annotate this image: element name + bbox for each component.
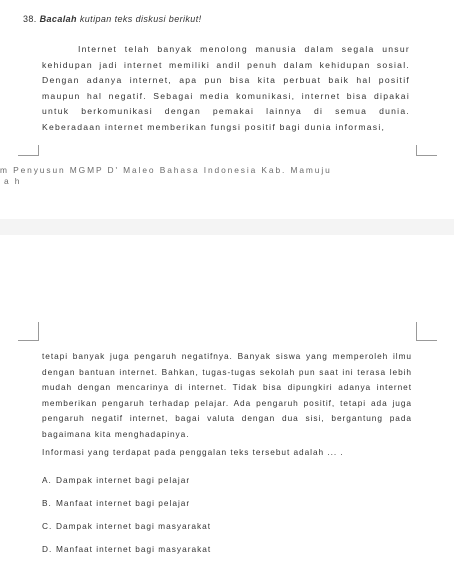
option-letter: C. (42, 521, 53, 531)
option-text: Dampak internet bagi pelajar (56, 475, 191, 485)
page-corner-mark (416, 145, 437, 156)
option-text: Dampak internet bagi masyarakat (56, 521, 212, 531)
option-text: Manfaat internet bagi masyarakat (56, 544, 212, 554)
page-break-gap (0, 219, 454, 235)
passage-paragraph-2: tetapi banyak juga pengaruh negatifnya. Banyak siswa yang memperoleh ilmu dengan bantuan internet. Bahkan, tugas-tugas sekolah pun saat ini terasa lebih mudah dengan mencarinya di internet. Tidak bisa dipungkiri adanya internet memberikan pengaruh terhadap pelajar. Ada pengaruh positif, tetapi ada juga pengaruh negatif internet, bagai valuta dengan dua sisi, bergantung pada bagaimana kita menghadapinya. (42, 351, 412, 439)
option-letter: A. (42, 475, 52, 485)
option-text: Manfaat internet bagi pelajar (56, 498, 191, 508)
option-d[interactable] (42, 544, 211, 554)
option-c[interactable] (42, 521, 211, 531)
passage-paragraph-1: Internet telah banyak menolong manusia dalam segala unsur kehidupan jadi internet memiliki andil penuh dalam kehidupan sosial. Dengan adanya internet, apa pun bisa kita perbuat baik hal positif maupun hal negatif. Sebagai media komunikasi, internet bisa dipakai untuk berkomunikasi dengan pemakai lainnya di semua dunia. Keberadaan internet memberikan fungsi positif bagi dunia informasi, (42, 44, 410, 132)
question-prompt: Informasi yang terdapat pada penggalan teks tersebut adalah ... . (42, 447, 344, 457)
option-letter: B. (42, 498, 52, 508)
question-bold-word: Bacalah (39, 14, 77, 24)
page-corner-mark (18, 145, 39, 156)
page-footer-continuation: a h (4, 176, 22, 186)
option-b[interactable] (42, 498, 190, 508)
question-instruction: kutipan teks diskusi berikut! (79, 14, 202, 24)
page-footer: m Penyusun MGMP D' Maleo Bahasa Indonesia Kab. Mamuju (0, 165, 332, 175)
option-letter: D. (42, 544, 53, 554)
question-number: 38. (23, 14, 37, 24)
page-corner-mark (416, 322, 437, 341)
option-a[interactable] (42, 475, 190, 485)
question-header (23, 14, 202, 24)
page-corner-mark (18, 322, 39, 341)
